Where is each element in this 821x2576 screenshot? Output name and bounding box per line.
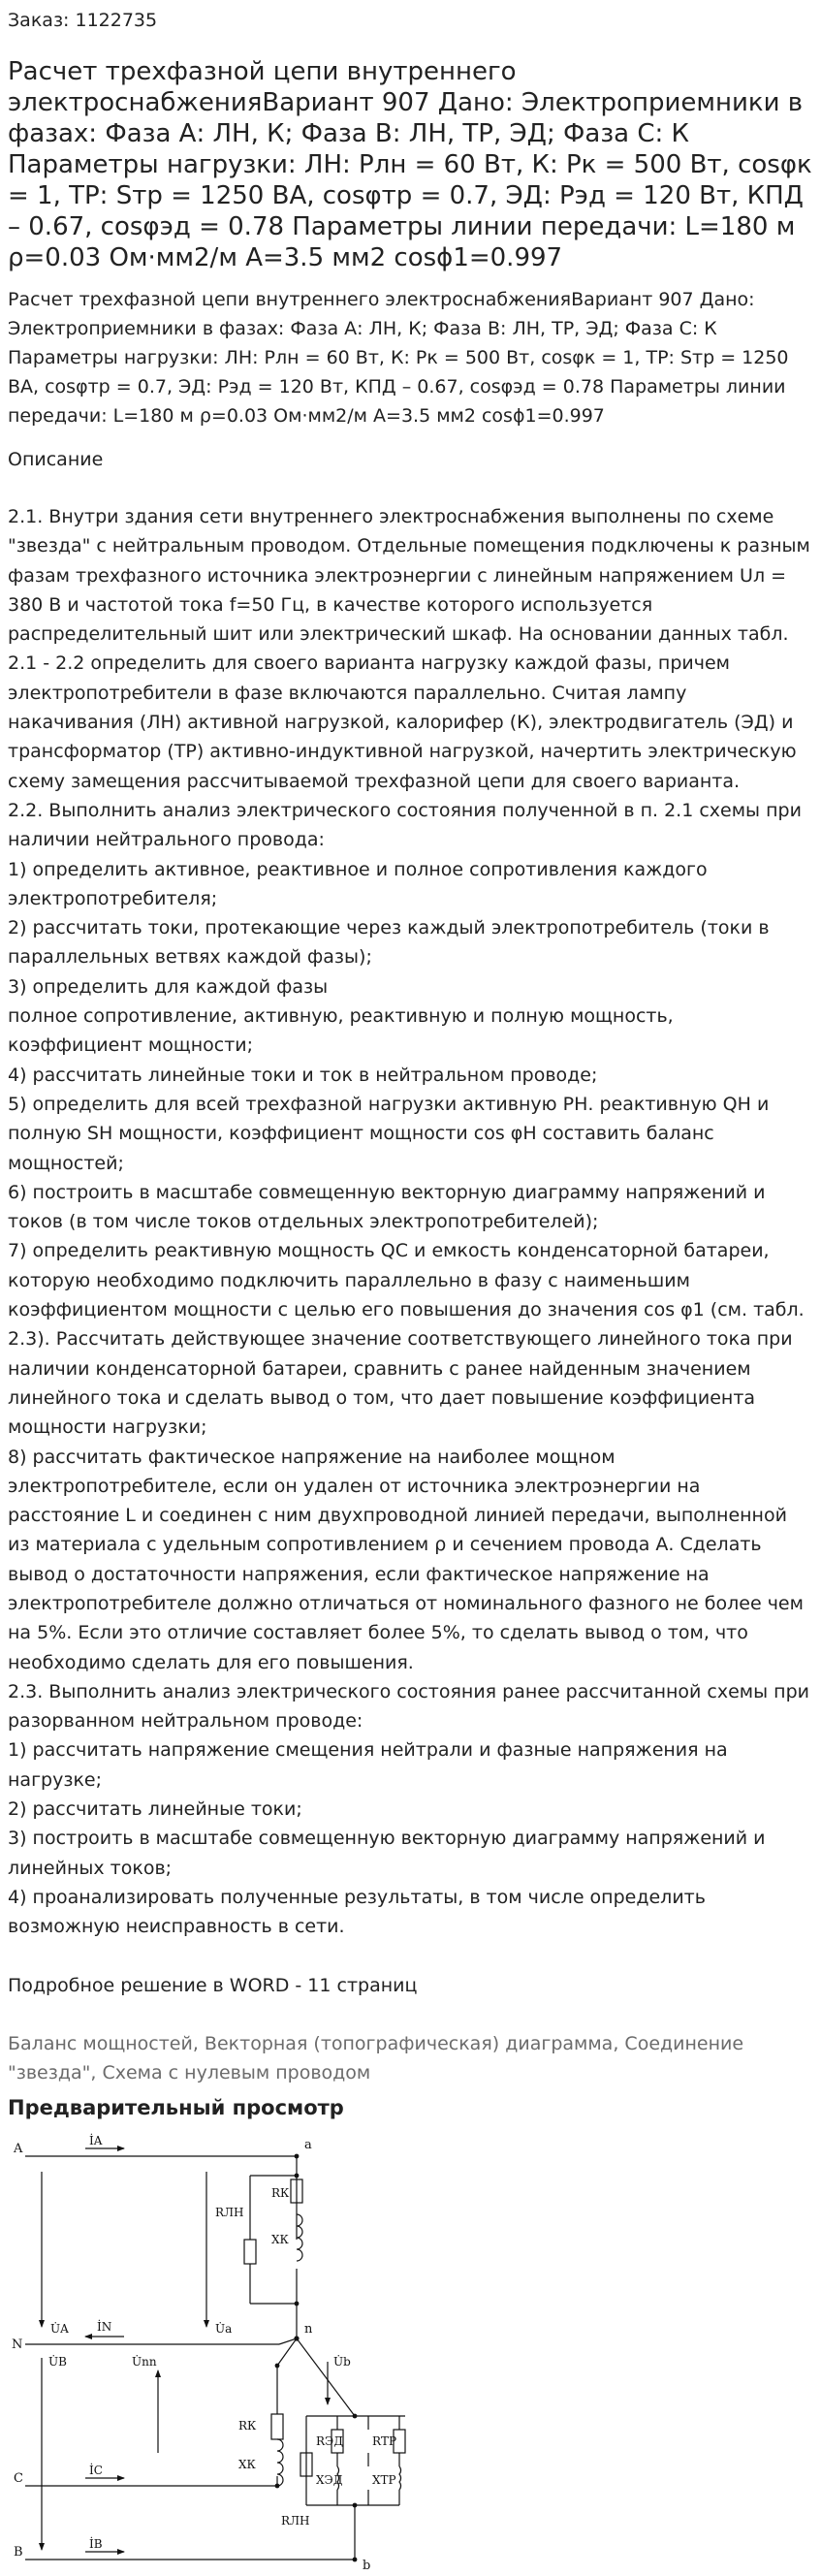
component-label-x-k-a: XК xyxy=(271,2233,289,2246)
tag-link-vector-diagram[interactable]: Векторная (топографическая) диаграмма xyxy=(204,2032,614,2054)
preview-heading: Предварительный просмотр xyxy=(8,2096,344,2119)
component-label-x-tr: XТР xyxy=(372,2473,396,2487)
tag-link-star-connection[interactable]: Соединение "звезда" xyxy=(8,2032,744,2083)
tag-link-neutral-wire-circuit[interactable]: Схема с нулевым проводом xyxy=(102,2061,371,2083)
node-label-c-phase: C xyxy=(14,2471,23,2486)
component-label-r-ln-a: RЛН xyxy=(215,2206,244,2219)
solution-note: Подробное решение в WORD - 11 страниц xyxy=(8,1974,418,1996)
voltage-label-ub-load: U̇b xyxy=(333,2355,351,2369)
component-label-x-k-c: XК xyxy=(238,2458,256,2471)
description-body: 2.1. Внутри здания сети внутреннего электроснабжения выполнены по схеме "звезда" с нейтральным проводом. Отдельные помещения подключены к разным фазам трехфазного источника электроэнергии с линейным напряжением Uл = 380 В и частотой тока f=50 Гц, в качестве которого используется распределительный шит или электрический шкаф. На основании данных табл. 2.1 - 2.2 определить для своего варианта нагрузку каждой фазы, причем электропотребители в фазе включаются параллельно. Считая лампу накачивания (ЛН) активной нагрузкой, калорифер (К), электродвигатель (ЭД) и трансформатор (ТР) активно-индуктивной нагрузкой, начертить электрическую схему замещения рассчитываемой трехфазной цепи для своего варианта. 2.2. Выполнить анализ электрического состояния полученной в п. 2.1 схемы при наличии нейтрального провода: 1) определить активное, реактивное и полное сопротивления каждого электропотребителя; 2) рассчитать токи, протекающие через каждый электропотребитель (токи в параллельных ветвях каждой фазы); 3) определить для каждой фазы полное сопротивление, активную, реактивную и полную мощность, коэффициент мощности; 4) рассчитать линейные токи и ток в нейтральном проводе; 5) определить для всей трехфазной нагрузки активную PН. реактивную QН и полную SН мощности, коэффициент мощности cos φН составить баланс мощностей; 6) построить в масштабе совмещенную векторную диаграмму напряжений и токов (в том числе токов отдельных электропотребителей); 7) определить реактивную мощность QС и емкость конденсаторной батареи, которую необходимо подключить параллельно в фазу с наименьшим коэффициентом мощности с целью его повышения до значения cos φ1 (см. табл. 2.3). Рассчитать действующее значение соответствующего линейного тока при наличии конденсаторной батареи, сравнить с ранее найденным значением линейного тока и сделать вывод о том, что дает повышение коэффициента мощности нагрузки; 8) рассчитать фактическое напряжение на наиболее мощном электропотребителе, если он удален от источника электроэнергии на расстояние L и соединен с ним двухпроводной линией передачи, выполненной из материала с удельным сопротивлением ρ и сечением провода А. Сделать вывод о достаточности напряжения, если фактическое напряжение на электропотребителе должно отличаться от номинального фазного не более чем на 5%. Если это отличие составляет более 5%, то сделать вывод о том, что необходимо сделать для его повышения. 2.3. Выполнить анализ электрического состояния ранее рассчитанной схемы при разорванном нейтральном проводе: 1) рассчитать напряжение смещения нейтрали и фазные напряжения на нагрузке; 2) рассчитать линейные токи; 3) построить в масштабе совмещенную векторную диаграмму напряжений и линейных токов; 4) проанализировать полученные результаты, в том числе определить возможную неисправность в сети. xyxy=(8,506,810,1938)
page-title: Расчет трехфазной цепи внутреннего электроснабженияВариант 907 Дано: Электроприемники в фазах: Фаза А: ЛН, К; Фаза В: ЛН, ТР, ЭД; Фаза С: К Параметры нагрузки: ЛН: Рлн = 60 Вт, К: Рк = 500 Вт, cosφк = 1, ТР: Sтр = 1250 ВА, cosφтр = 0.7, ЭД: Рэд = 120 Вт, КПД – 0.67, cosφэд = 0.78 Параметры линии передачи: L=180 м ρ=0.03 Ом·мм2/м A=3.5 мм2 cosϕ1=0.997 xyxy=(8,57,812,272)
tag-link-power-balance[interactable]: Баланс мощностей xyxy=(8,2032,193,2054)
voltage-label-ua: U̇A xyxy=(50,2322,69,2336)
node-label-b: b xyxy=(363,2559,371,2569)
circuit-preview-image[interactable] xyxy=(8,2133,415,2569)
voltage-label-ub: U̇B xyxy=(48,2355,67,2369)
component-label-r-ed: RЭД xyxy=(316,2434,343,2448)
node-label-n: n xyxy=(304,2322,313,2337)
component-label-r-k-a: RК xyxy=(271,2186,290,2200)
voltage-label-unn: U̇nn xyxy=(132,2355,157,2369)
current-label-in: İN xyxy=(97,2320,112,2334)
tag-separator: , xyxy=(613,2032,625,2054)
current-label-ic: İC xyxy=(89,2464,103,2477)
description-heading: Описание xyxy=(8,449,104,470)
node-label-n-neutral: N xyxy=(12,2337,23,2352)
circuit-diagram xyxy=(8,2133,415,2569)
node-label-b-phase: B xyxy=(14,2545,23,2560)
component-label-r-ln-b: RЛН xyxy=(281,2514,310,2528)
tag-separator: , xyxy=(192,2032,205,2054)
component-label-x-ed: XЭД xyxy=(316,2473,343,2487)
node-label-a-phase: A xyxy=(14,2142,23,2156)
voltage-label-ua-load: U̇a xyxy=(215,2322,233,2336)
node-label-a: a xyxy=(304,2138,312,2152)
order-number: Заказ: 1122735 xyxy=(8,10,158,31)
task-summary: Расчет трехфазной цепи внутреннего электроснабженияВариант 907 Дано: Электроприемники в фазах: Фаза А: ЛН, К; Фаза В: ЛН, ТР, ЭД; Фаза С: К Параметры нагрузки: ЛН: Рлн = 60 Вт, К: Рк = 500 Вт, cosφк = 1, ТР: Sтр = 1250 ВА, cosφтр = 0.7, ЭД: Рэд = 120 Вт, КПД – 0.67, cosφэд = 0.78 Параметры линии передачи: L=180 м ρ=0.03 Ом·мм2/м A=3.5 мм2 cosϕ1=0.997 xyxy=(8,289,789,427)
tag-list xyxy=(8,2029,813,2087)
current-label-ib: İB xyxy=(89,2537,103,2551)
component-label-r-k-c: RК xyxy=(238,2419,257,2433)
current-label-ia: İA xyxy=(89,2134,103,2147)
tag-separator: , xyxy=(90,2061,103,2083)
component-label-r-tr: RТР xyxy=(372,2434,397,2448)
